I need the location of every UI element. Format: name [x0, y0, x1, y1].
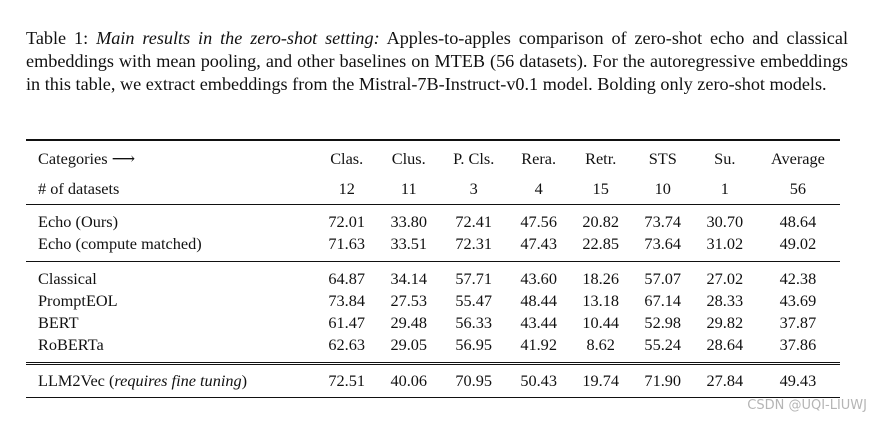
header-cell: Su. — [694, 140, 756, 174]
value-cell: 29.48 — [390, 313, 428, 332]
count-cell: 3 — [440, 174, 508, 205]
value-cell: 43.44 — [520, 313, 557, 332]
row-label: Echo (Ours) — [26, 205, 316, 234]
header-cell: Clas. — [316, 140, 378, 174]
value-cell: 57.07 — [632, 262, 694, 291]
value-cell: 48.44 — [520, 291, 557, 310]
value-cell: 73.74 — [632, 205, 694, 234]
row-label: Echo (compute matched) — [38, 234, 202, 253]
value-cell: 52.98 — [644, 313, 682, 332]
value-cell: 31.02 — [706, 234, 744, 253]
value-cell: 20.82 — [570, 205, 632, 234]
row-label-name: LLM2Vec — [38, 371, 105, 390]
header-cell: Average — [756, 140, 840, 174]
value-cell: 72.01 — [316, 205, 378, 234]
value-cell: 47.56 — [508, 205, 570, 234]
count-cell: 10 — [632, 174, 694, 205]
value-cell: 48.64 — [756, 205, 840, 234]
value-cell: 37.86 — [779, 335, 817, 354]
value-cell: 37.87 — [779, 313, 817, 332]
value-cell: 61.47 — [328, 313, 366, 332]
value-cell: 27.53 — [390, 291, 428, 310]
table-row — [26, 205, 840, 234]
value-cell: 28.64 — [706, 335, 744, 354]
value-cell: 43.69 — [779, 291, 817, 310]
value-cell: 33.51 — [390, 234, 428, 253]
table-row-llm2vec — [26, 364, 840, 398]
value-cell: 33.80 — [378, 205, 440, 234]
value-cell: 49.43 — [756, 364, 840, 398]
value-cell: 42.38 — [756, 262, 840, 291]
value-cell: 67.14 — [644, 291, 682, 310]
value-cell: 29.82 — [706, 313, 744, 332]
header-cell: P. Cls. — [440, 140, 508, 174]
value-cell: 30.70 — [694, 205, 756, 234]
value-cell: 64.87 — [316, 262, 378, 291]
row-label-note: requires fine tuning — [114, 371, 242, 390]
value-cell: 29.05 — [390, 335, 428, 354]
header-cell: Rera. — [508, 140, 570, 174]
value-cell: 73.84 — [328, 291, 366, 310]
value-cell: 8.62 — [586, 335, 615, 354]
value-cell: 13.18 — [582, 291, 620, 310]
count-cell: 12 — [316, 174, 378, 205]
value-cell: 49.02 — [779, 234, 817, 253]
table-row — [26, 334, 840, 364]
value-cell: 41.92 — [520, 335, 557, 354]
value-cell: 43.60 — [508, 262, 570, 291]
value-cell: 22.85 — [582, 234, 620, 253]
row-label: # of datasets — [26, 174, 316, 205]
value-cell: 34.14 — [378, 262, 440, 291]
value-cell: 28.33 — [706, 291, 744, 310]
row-label: BERT — [38, 313, 79, 332]
table-row — [26, 312, 840, 334]
value-cell: 70.95 — [440, 364, 508, 398]
caption-label: Table 1: — [26, 28, 89, 48]
row-label: Classical — [26, 262, 316, 291]
header-row — [26, 140, 840, 174]
value-cell: 56.95 — [455, 335, 493, 354]
value-cell: 72.51 — [316, 364, 378, 398]
count-cell: 15 — [570, 174, 632, 205]
table-row — [26, 290, 840, 312]
count-cell: 4 — [508, 174, 570, 205]
value-cell: 56.33 — [455, 313, 493, 332]
value-cell: 73.64 — [644, 234, 682, 253]
header-cell: Retr. — [570, 140, 632, 174]
value-cell: 57.71 — [440, 262, 508, 291]
value-cell: 55.47 — [455, 291, 493, 310]
header-cell: STS — [632, 140, 694, 174]
value-cell: 72.31 — [455, 234, 493, 253]
row-label: PromptEOL — [38, 291, 118, 310]
count-cell: 1 — [694, 174, 756, 205]
value-cell: 71.90 — [632, 364, 694, 398]
table-row — [26, 262, 840, 291]
count-cell: 56 — [756, 174, 840, 205]
row-label: LLM2Vec (requires fine tuning) — [26, 364, 316, 398]
watermark: CSDN @UQI-LIUWJ — [747, 398, 867, 413]
value-cell: 10.44 — [582, 313, 620, 332]
count-cell: 11 — [378, 174, 440, 205]
value-cell: 18.26 — [570, 262, 632, 291]
caption-lead: Main results in the zero-shot setting: — [96, 28, 380, 48]
table-caption — [26, 27, 848, 96]
value-cell: 62.63 — [328, 335, 366, 354]
value-cell: 55.24 — [644, 335, 682, 354]
value-cell: 27.02 — [694, 262, 756, 291]
value-cell: 27.84 — [694, 364, 756, 398]
value-cell: 19.74 — [570, 364, 632, 398]
value-cell: 40.06 — [378, 364, 440, 398]
header-categories: Categories ⟶ — [26, 140, 316, 174]
table-row — [26, 233, 840, 262]
header-cell: Clus. — [378, 140, 440, 174]
value-cell: 50.43 — [508, 364, 570, 398]
dataset-count-row — [26, 174, 840, 205]
value-cell: 71.63 — [328, 234, 366, 253]
value-cell: 72.41 — [440, 205, 508, 234]
row-label: RoBERTa — [38, 335, 104, 354]
value-cell: 47.43 — [520, 234, 557, 253]
caption-body: Apples-to-apples comparison of zero-shot echo and classical embeddings with mean pooling, and other baselines on MTEB (56 datasets). For the autoregressive embeddings in this table, we extract embeddings from the Mistral-7B-Instruct-v0.1 model. Bolding only zero-shot models. — [26, 28, 849, 94]
results-table — [26, 139, 840, 398]
